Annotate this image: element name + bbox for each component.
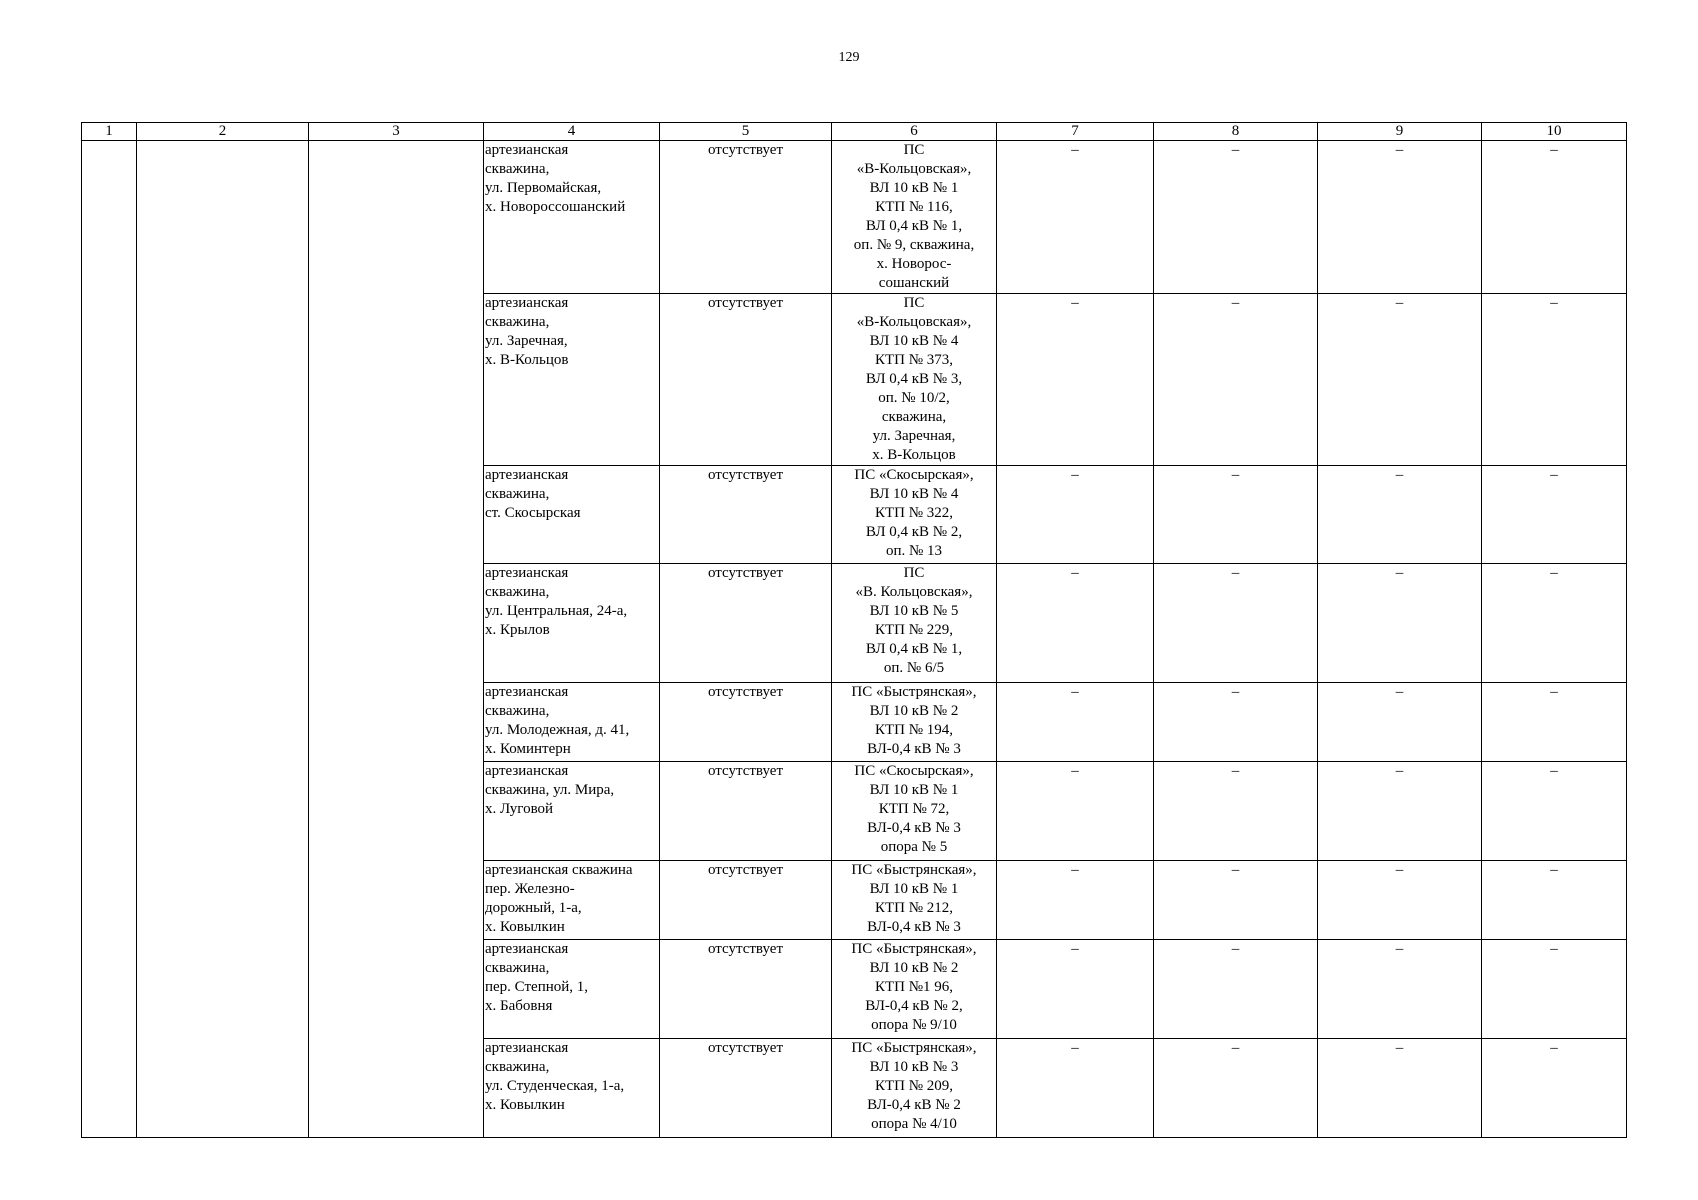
status-cell: отсутствует bbox=[660, 762, 832, 861]
column-header-8: 8 bbox=[1154, 123, 1318, 141]
power-source-cell: ПС «Быстрянская», ВЛ 10 кВ № 2 КТП № 194, ВЛ-0,4 кВ № 3 bbox=[832, 683, 997, 762]
status-cell: отсутствует bbox=[660, 940, 832, 1039]
value-cell-col8: – bbox=[1154, 294, 1318, 466]
value-cell-col8: – bbox=[1154, 1039, 1318, 1138]
value-cell-col7: – bbox=[997, 940, 1154, 1039]
status-cell: отсутствует bbox=[660, 466, 832, 564]
value-cell-col10: – bbox=[1482, 466, 1627, 564]
object-cell: артезианская скважина, пер. Степной, 1, х. Бабовня bbox=[484, 940, 660, 1039]
status-cell: отсутствует bbox=[660, 1039, 832, 1138]
column-header-9: 9 bbox=[1318, 123, 1482, 141]
value-cell-col9: – bbox=[1318, 1039, 1482, 1138]
value-cell-col7: – bbox=[997, 1039, 1154, 1138]
value-cell-col10: – bbox=[1482, 762, 1627, 861]
power-source-cell: ПС «Быстрянская», ВЛ 10 кВ № 2 КТП №1 96, ВЛ-0,4 кВ № 2, опора № 9/10 bbox=[832, 940, 997, 1039]
value-cell-col9: – bbox=[1318, 762, 1482, 861]
column-header-6: 6 bbox=[832, 123, 997, 141]
table-row bbox=[82, 141, 1627, 294]
merged-cell-col1 bbox=[82, 141, 137, 1138]
value-cell-col9: – bbox=[1318, 861, 1482, 940]
value-cell-col7: – bbox=[997, 141, 1154, 294]
merged-cell-col3 bbox=[309, 141, 484, 1138]
power-source-cell: ПС «Быстрянская», ВЛ 10 кВ № 3 КТП № 209, ВЛ-0,4 кВ № 2 опора № 4/10 bbox=[832, 1039, 997, 1138]
value-cell-col10: – bbox=[1482, 940, 1627, 1039]
page-number: 129 bbox=[838, 50, 860, 65]
value-cell-col8: – bbox=[1154, 683, 1318, 762]
power-source-cell: ПС «Скосырская», ВЛ 10 кВ № 4 КТП № 322, ВЛ 0,4 кВ № 2, оп. № 13 bbox=[832, 466, 997, 564]
object-cell: артезианская скважина, ст. Скосырская bbox=[484, 466, 660, 564]
value-cell-col10: – bbox=[1482, 564, 1627, 683]
status-cell: отсутствует bbox=[660, 861, 832, 940]
value-cell-col7: – bbox=[997, 466, 1154, 564]
value-cell-col9: – bbox=[1318, 683, 1482, 762]
value-cell-col7: – bbox=[997, 762, 1154, 861]
column-number-row bbox=[82, 123, 1627, 141]
infrastructure-table bbox=[81, 122, 1627, 1138]
power-source-cell: ПС «В-Кольцовская», ВЛ 10 кВ № 1 КТП № 116, ВЛ 0,4 кВ № 1, оп. № 9, скважина, х. Новорос- сошанский bbox=[832, 141, 997, 294]
object-cell: артезианская скважина, ул. Центральная, 24-а, х. Крылов bbox=[484, 564, 660, 683]
column-header-2: 2 bbox=[137, 123, 309, 141]
value-cell-col9: – bbox=[1318, 564, 1482, 683]
value-cell-col7: – bbox=[997, 564, 1154, 683]
value-cell-col7: – bbox=[997, 861, 1154, 940]
power-source-cell: ПС «В-Кольцовская», ВЛ 10 кВ № 4 КТП № 373, ВЛ 0,4 кВ № 3, оп. № 10/2, скважина, ул. Заречная, х. В-Кольцов bbox=[832, 294, 997, 466]
value-cell-col9: – bbox=[1318, 466, 1482, 564]
value-cell-col7: – bbox=[997, 683, 1154, 762]
value-cell-col10: – bbox=[1482, 294, 1627, 466]
column-header-1: 1 bbox=[82, 123, 137, 141]
value-cell-col8: – bbox=[1154, 861, 1318, 940]
value-cell-col8: – bbox=[1154, 762, 1318, 861]
value-cell-col8: – bbox=[1154, 466, 1318, 564]
object-cell: артезианская скважина, ул. Заречная, х. В-Кольцов bbox=[484, 294, 660, 466]
column-header-10: 10 bbox=[1482, 123, 1627, 141]
column-header-7: 7 bbox=[997, 123, 1154, 141]
value-cell-col9: – bbox=[1318, 294, 1482, 466]
value-cell-col9: – bbox=[1318, 940, 1482, 1039]
object-cell: артезианская скважина, ул. Первомайская, х. Новороссошанский bbox=[484, 141, 660, 294]
status-cell: отсутствует bbox=[660, 294, 832, 466]
value-cell-col7: – bbox=[997, 294, 1154, 466]
object-cell: артезианская скважина, ул. Мира, х. Луговой bbox=[484, 762, 660, 861]
power-source-cell: ПС «Быстрянская», ВЛ 10 кВ № 1 КТП № 212, ВЛ-0,4 кВ № 3 bbox=[832, 861, 997, 940]
value-cell-col8: – bbox=[1154, 564, 1318, 683]
value-cell-col8: – bbox=[1154, 940, 1318, 1039]
column-header-5: 5 bbox=[660, 123, 832, 141]
column-header-3: 3 bbox=[309, 123, 484, 141]
value-cell-col10: – bbox=[1482, 861, 1627, 940]
merged-cell-col2 bbox=[137, 141, 309, 1138]
status-cell: отсутствует bbox=[660, 683, 832, 762]
status-cell: отсутствует bbox=[660, 141, 832, 294]
value-cell-col9: – bbox=[1318, 141, 1482, 294]
value-cell-col10: – bbox=[1482, 141, 1627, 294]
object-cell: артезианская скважина, ул. Студенческая, 1-а, х. Ковылкин bbox=[484, 1039, 660, 1138]
power-source-cell: ПС «В. Кольцовская», ВЛ 10 кВ № 5 КТП № 229, ВЛ 0,4 кВ № 1, оп. № 6/5 bbox=[832, 564, 997, 683]
power-source-cell: ПС «Скосырская», ВЛ 10 кВ № 1 КТП № 72, ВЛ-0,4 кВ № 3 опора № 5 bbox=[832, 762, 997, 861]
value-cell-col10: – bbox=[1482, 1039, 1627, 1138]
column-header-4: 4 bbox=[484, 123, 660, 141]
object-cell: артезианская скважина, ул. Молодежная, д. 41, х. Коминтерн bbox=[484, 683, 660, 762]
value-cell-col8: – bbox=[1154, 141, 1318, 294]
object-cell: артезианская скважина пер. Железно- дорожный, 1-а, х. Ковылкин bbox=[484, 861, 660, 940]
value-cell-col10: – bbox=[1482, 683, 1627, 762]
status-cell: отсутствует bbox=[660, 564, 832, 683]
